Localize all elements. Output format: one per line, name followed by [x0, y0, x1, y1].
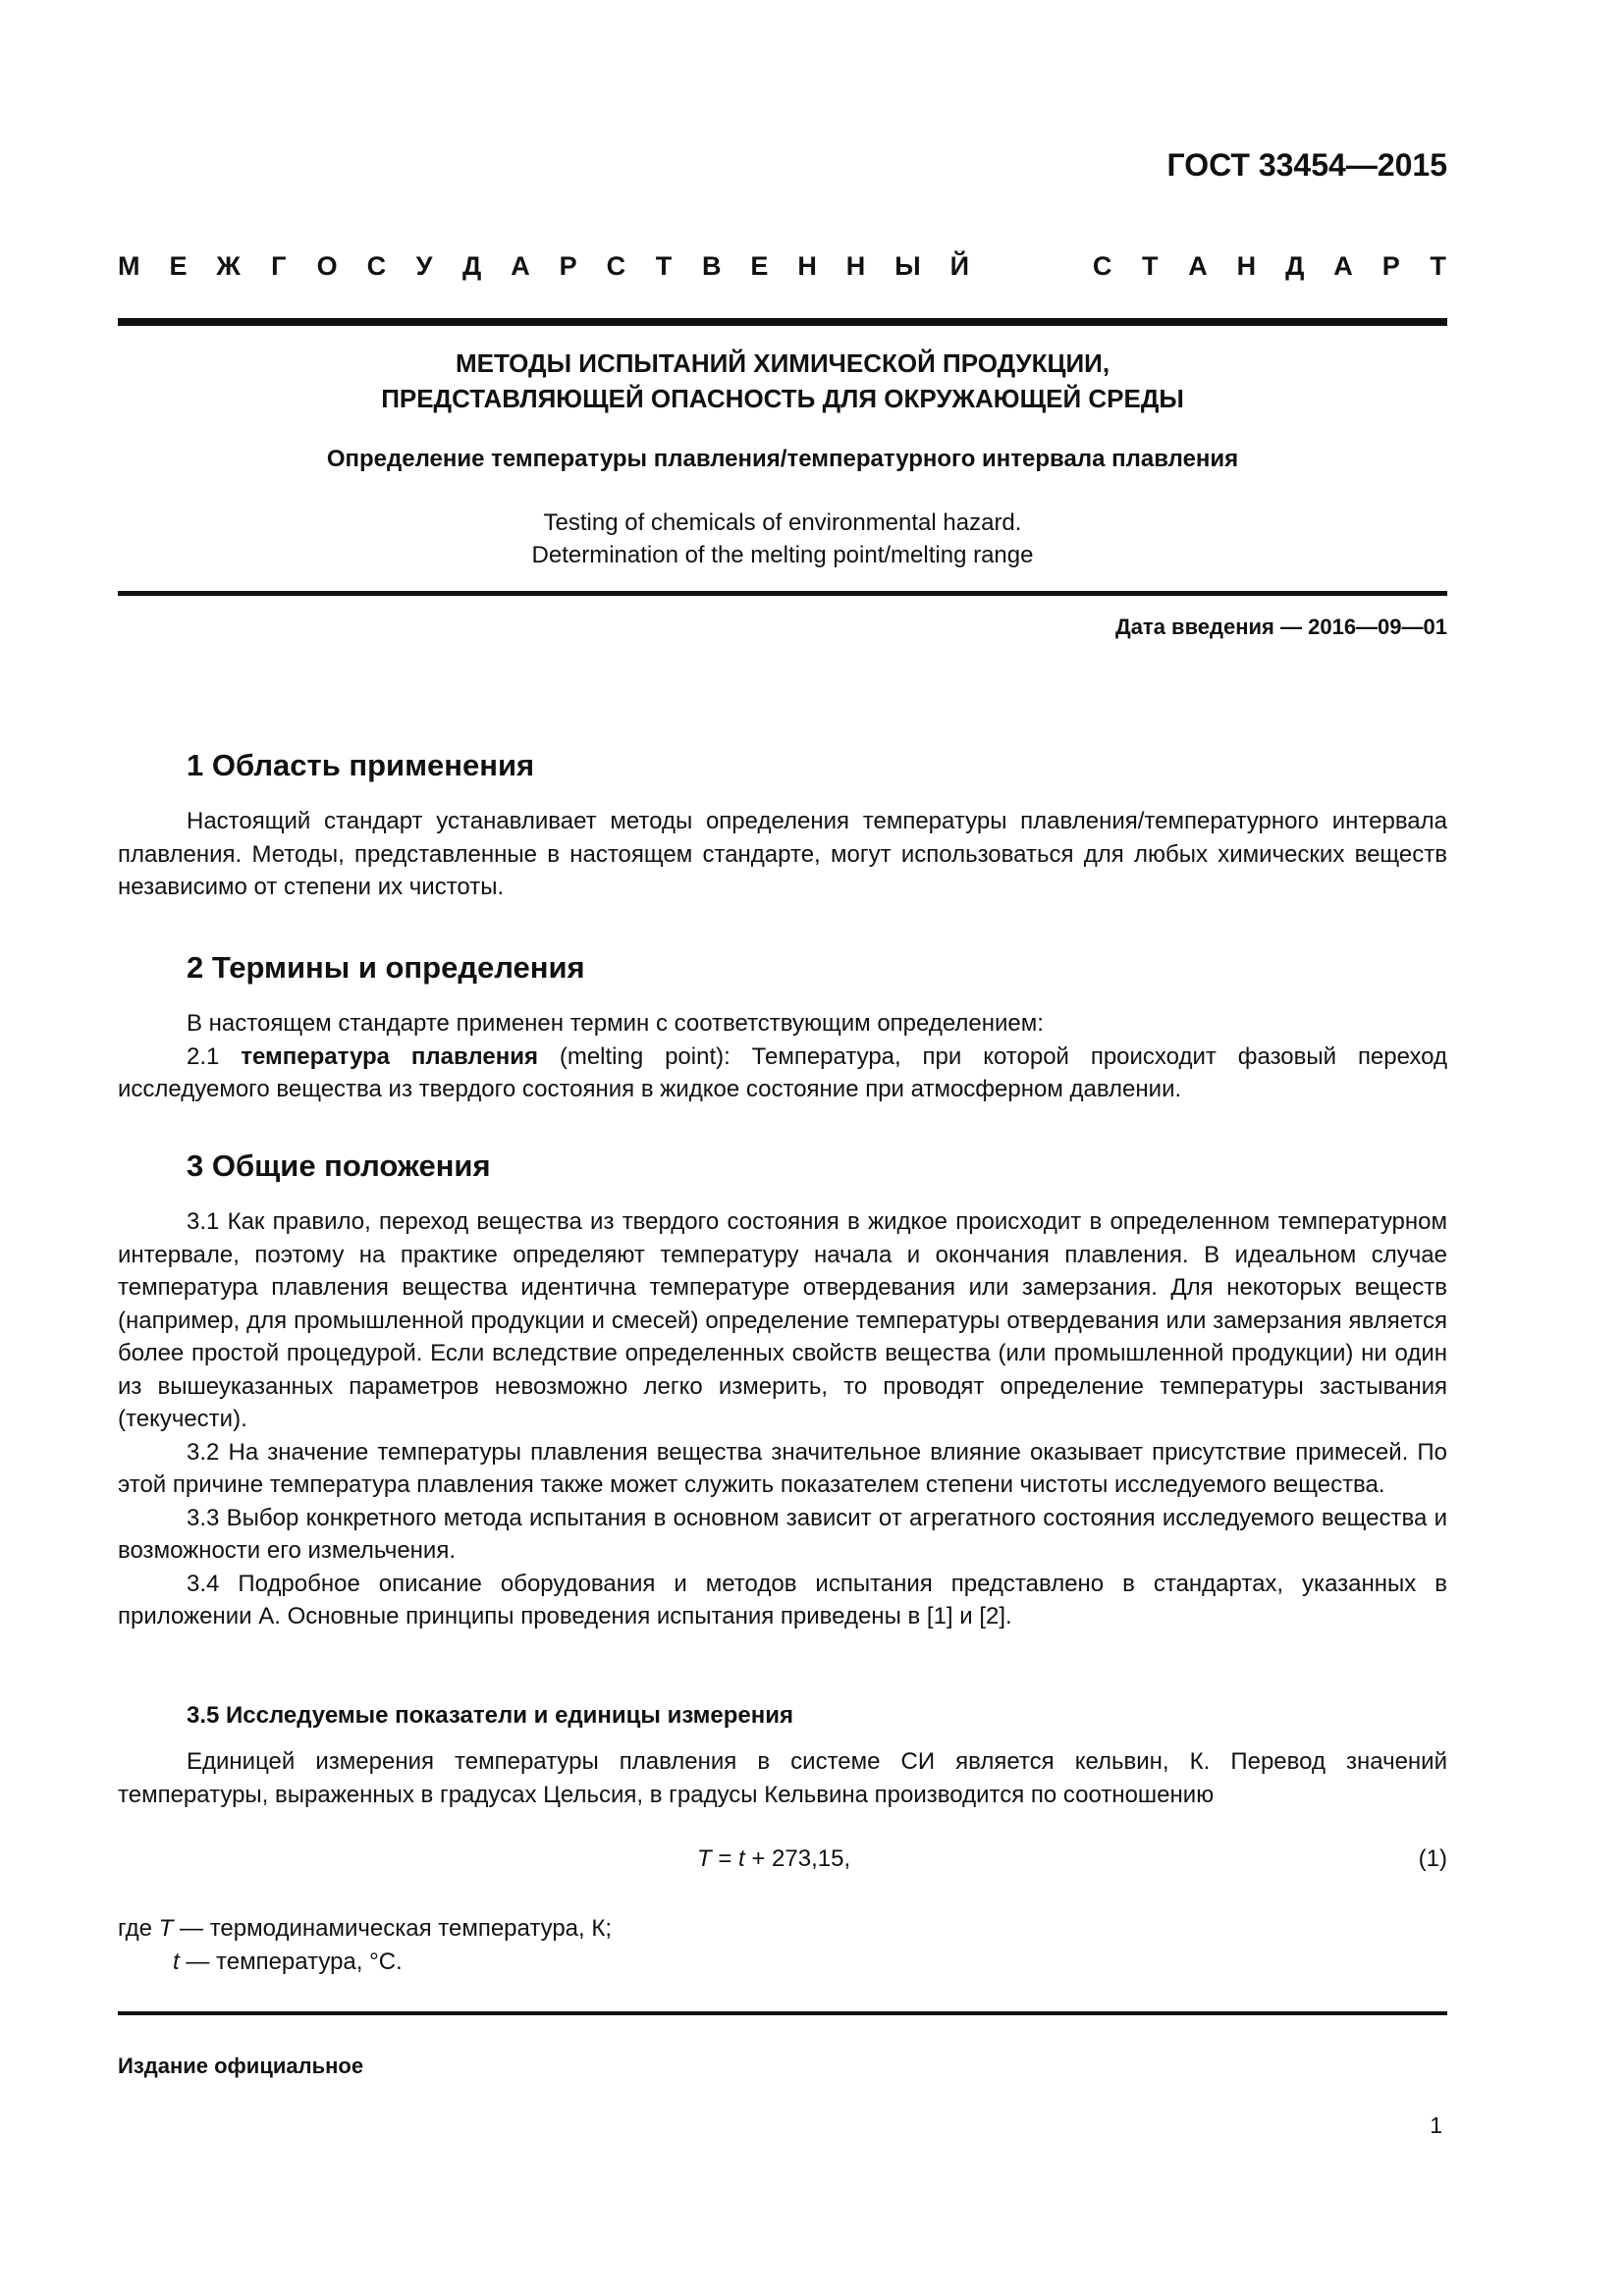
term-definition: (melting point): Температура, при которой происходит фазовый переход исследуемого вещества из твердого состояния в жидкое состояние при атмосферном давлении. — [118, 1042, 1448, 1102]
interstate-letter: Р — [1381, 251, 1400, 281]
interstate-letter: Д — [462, 251, 482, 281]
section-text-terms — [118, 1007, 1447, 1106]
section-text-general — [118, 1205, 1447, 1633]
interstate-letter: Н — [797, 251, 817, 281]
interstate-letter: Е — [750, 251, 769, 281]
formula-equals: = — [711, 1845, 739, 1872]
interstate-letter — [999, 251, 1016, 282]
formula-legend — [118, 1912, 612, 1979]
interstate-letter: А — [1188, 251, 1208, 281]
interstate-letter: Н — [1236, 251, 1257, 281]
page-number: 1 — [1430, 2112, 1442, 2138]
legend-desc-T: — термодинамическая температура, К; — [173, 1915, 613, 1942]
legend-prefix: где — [118, 1915, 159, 1942]
general-paragraph-3-4: 3.4 Подробное описание оборудования и методов испытания представлено в стандартах, указанных в приложении А. Основные принципы проведения испытания приведены в [1] и [2]. — [118, 1570, 1447, 1629]
title-ru-line-1: МЕТОДЫ ИСПЫТАНИЙ ХИМИЧЕСКОЙ ПРОДУКЦИИ, — [455, 348, 1110, 378]
term-definition-paragraph — [118, 1041, 1447, 1106]
formula-var-t: t — [738, 1845, 745, 1872]
section-text-scope — [118, 805, 1447, 904]
interstate-letter: Й — [949, 251, 969, 281]
formula-rest: + 273,15, — [744, 1845, 851, 1872]
title-rule — [118, 591, 1447, 596]
legend-symbol-T: T — [158, 1915, 174, 1942]
interstate-letter: А — [511, 251, 530, 281]
interstate-letter: М — [118, 251, 140, 281]
section-heading-general: 3 Общие положения — [187, 1148, 491, 1183]
interstate-letter: Д — [1285, 251, 1305, 281]
official-edition-label: Издание официальное — [118, 2054, 364, 2078]
units-paragraph: Единицей измерения температуры плавления в системе СИ является кельвин, К. Перевод значений температуры, выраженных в градусах Цельсия, в градусы Кельвина производится по соотношению — [118, 1748, 1447, 1808]
title-en-line-1: Testing of chemicals of environmental hazard. — [543, 509, 1022, 536]
interstate-letter: Н — [845, 251, 866, 281]
header-rule — [118, 318, 1447, 326]
term-number: 2.1 — [187, 1042, 242, 1070]
document-title-ru — [118, 346, 1447, 416]
footer-rule — [118, 2011, 1447, 2015]
formula-number: (1) — [1418, 1845, 1447, 1872]
interstate-letter: А — [1333, 251, 1353, 281]
scope-paragraph: Настоящий стандарт устанавливает методы определения температуры плавления/температурного интервала плавления. Методы, представленные в настоящем стандарте, могут использоваться для любых химических веществ независимо от степени их чистоты. — [118, 808, 1447, 900]
general-paragraph-3-3: 3.3 Выбор конкретного метода испытания в основном зависит от агрегатного состояния исследуемого вещества и возможности его измельчения. — [118, 1504, 1447, 1564]
general-paragraph-3-2: 3.2 На значение температуры плавления вещества значительное влияние оказывает присутствие примесей. По этой причине температура плавления также может служить показателем степени чистоты исследуемого вещества. — [118, 1438, 1447, 1498]
title-ru-line-2: ПРЕДСТАВЛЯЮЩЕЙ ОПАСНОСТЬ ДЛЯ ОКРУЖАЮЩЕЙ СРЕДЫ — [381, 384, 1184, 413]
interstate-letter: Ж — [216, 251, 241, 281]
legend-desc-t: — температура, °С. — [179, 1949, 403, 1975]
interstate-letter: Г — [271, 251, 287, 281]
interstate-letter: Т — [1142, 251, 1159, 281]
interstate-standard-heading — [118, 251, 1447, 282]
legend-symbol-t: t — [173, 1949, 180, 1975]
introduction-date: Дата введения — 2016—09—01 — [1115, 614, 1447, 639]
interstate-letter: Т — [655, 251, 673, 281]
term-name: температура плавления — [241, 1042, 538, 1070]
title-en-line-2: Determination of the melting point/melting range — [531, 542, 1034, 568]
terms-intro: В настоящем стандарте применен термин с соответствующим определением: — [187, 1010, 1044, 1037]
interstate-letter: В — [701, 251, 722, 281]
subsection-heading-units: 3.5 Исследуемые показатели и единицы измерения — [187, 1702, 794, 1729]
legend-line-T — [118, 1912, 612, 1946]
interstate-letter: Т — [1430, 251, 1446, 281]
interstate-letter — [1046, 251, 1063, 282]
section-heading-scope: 1 Область применения — [187, 748, 535, 782]
interstate-letter: С — [606, 251, 626, 281]
document-number: ГОСТ 33454—2015 — [1166, 147, 1447, 183]
document-subtitle-ru: Определение температуры плавления/температурного интервала плавления — [326, 446, 1239, 472]
legend-line-t — [118, 1946, 612, 1979]
interstate-letter: Ы — [894, 251, 921, 281]
formula-var-T: T — [697, 1845, 712, 1872]
document-title-en — [118, 507, 1447, 571]
interstate-letter: Р — [559, 251, 577, 281]
interstate-letter: С — [366, 251, 387, 281]
interstate-letter: У — [415, 251, 433, 281]
interstate-letter: С — [1092, 251, 1112, 281]
formula-expression — [697, 1845, 850, 1873]
general-paragraph-3-1: 3.1 Как правило, переход вещества из твердого состояния в жидкое происходит в определенном температурном интервале, поэтому на практике определяют температуру начала и окончания плавления. В идеальном случае температура плавления вещества идентична температуре отвердевания или замерзания. Для некоторых веществ (например, для промышленной продукции и смесей) определение температуры отвердевания или замерзания является более простой процедурой. Если вследствие определенных свойств вещества (или промышленной продукции) ни один из вышеуказанных параметров невозможно легко измерить, то проводят определение температуры застывания (текучести). — [118, 1208, 1447, 1432]
interstate-letter: Е — [169, 251, 188, 281]
subsection-text-units — [118, 1745, 1447, 1811]
interstate-letter: О — [316, 251, 338, 281]
section-heading-terms: 2 Термины и определения — [187, 950, 585, 985]
